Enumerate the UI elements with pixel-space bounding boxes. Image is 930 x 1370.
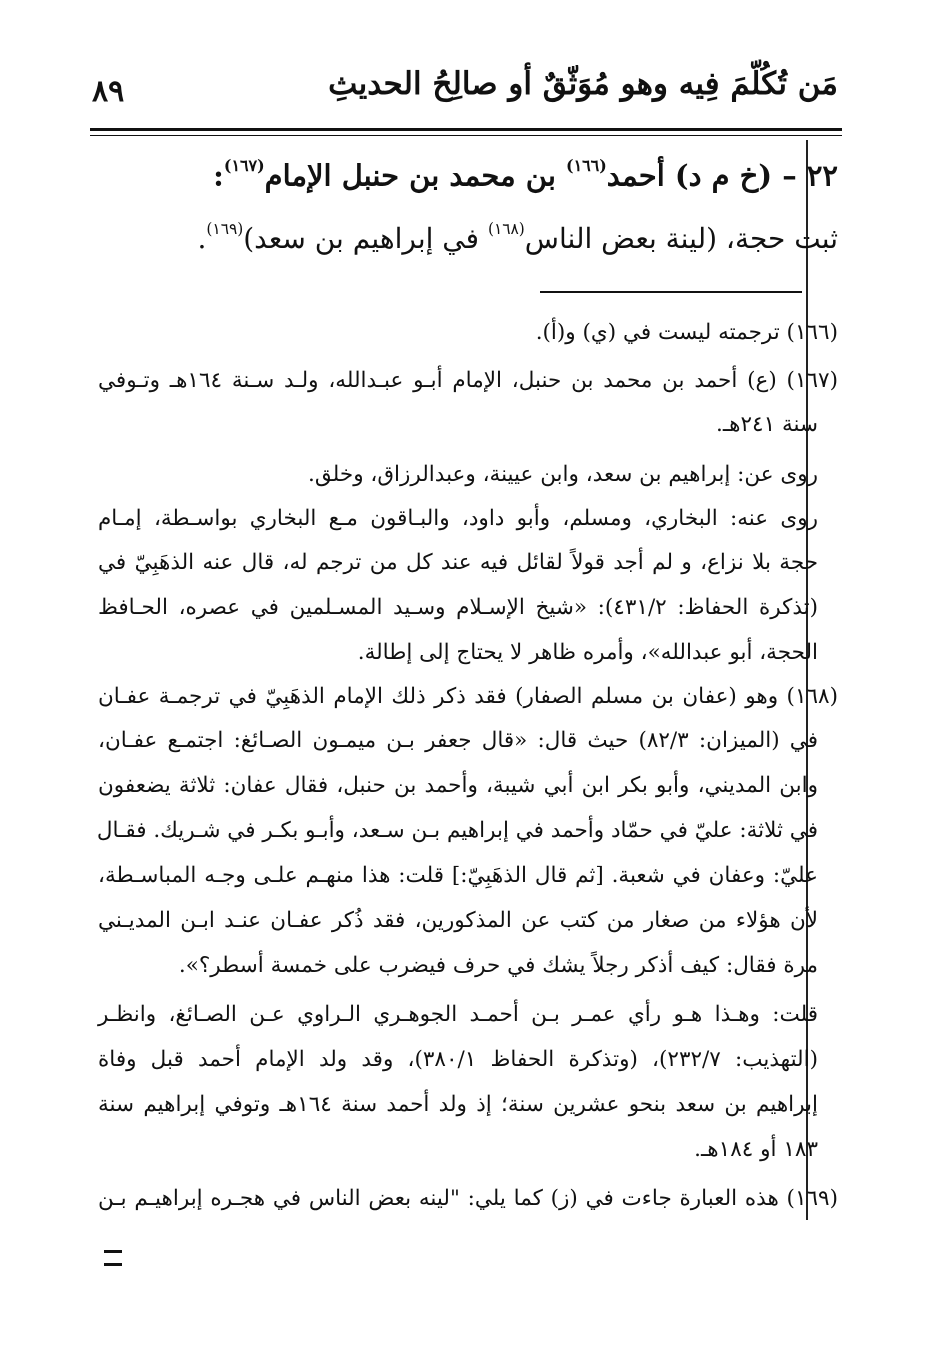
running-header-title: مَن تُكُلّمَ فِيه وهو مُوَثّقٌ أو صالِحُ الحديثِ	[328, 66, 838, 102]
footnote-separator	[540, 291, 802, 293]
footnote-168-line: قلت: وهـذا هـو رأي عمـر بـن أحمـد الجوهـري الـراوي عـن الصـائغ، وانظـر	[98, 1002, 818, 1027]
footnote-168-line: ١٨٣ أو ١٨٤هـ.	[694, 1137, 818, 1162]
entry-heading	[213, 156, 838, 192]
footnote-167-line: حجة بلا نزاع، و لم أجد قولاً لقائل فيه عند كل من ترجم له، قال عنه الذهَبِيّ في	[98, 550, 818, 575]
footnote-167-line: روى عن: إبراهيم بن سعد، وابن عيينة، وعبدالرزاق، وخلق.	[308, 462, 818, 487]
footnote-167-line: الحجة، أبو عبدالله»، وأمره ظاهر لا يحتاج إلى إطالة.	[357, 640, 818, 665]
entry-name-1: أحمد	[606, 158, 665, 193]
footnote-ref-169[interactable]: (١٦٩)	[206, 220, 244, 238]
footnote-168-line: (١٦٨) وهو (عفان بن مسلم الصفار) فقد ذكر ذلك الإمام الذهَبِيّ في ترجمـة عفـان	[98, 684, 838, 709]
entry-body-1: ثبت حجة، (لينة بعض الناس	[524, 221, 838, 255]
entry-period: .	[197, 221, 207, 255]
header-rule-thin	[90, 135, 842, 136]
entry-name-2: بن محمد بن حنبل الإمام	[264, 158, 556, 193]
entry-body	[198, 220, 839, 255]
entry-colon: :	[213, 158, 224, 193]
footnote-166: (١٦٦) ترجمته ليست في (ي) و(أ).	[535, 320, 838, 345]
footnote-167-line: روى عنه: البخاري، ومسلم، وأبو داود، والبـاقون مـع البخاري بواسـطة، إمـام	[98, 506, 818, 531]
entry-number: ٢٢	[806, 158, 838, 193]
footnote-168-line: لأن هؤلاء من صغار من كتب عن المذكورين، فقد ذُكر عفـان عنـد ابـن المديـني	[98, 908, 818, 933]
footnote-167-line: سنة ٢٤١هـ.	[715, 412, 818, 437]
footnote-168-line: إبراهيم بن سعد بنحو عشرين سنة؛ إذ ولد أحمد سنة ١٦٤هـ وتوفي إبراهيم سنة	[98, 1092, 818, 1117]
footnote-167-line: (١٦٧) (ع) أحمد بن محمد بن حنبل، الإمام أبـو عبـدالله، ولـد سـنة ١٦٤هـ وتـوفي	[98, 368, 838, 393]
footnote-ref-167[interactable]: (١٦٧)	[223, 156, 265, 175]
footnote-168-line: عليّ: وعفان في شعبة. [ثم قال الذهَبِيّ:] قلت: هذا منهـم علـى وجـه المباسـطة،	[98, 863, 818, 888]
entry-codes: (خ م د)	[674, 158, 773, 193]
footnote-ref-168[interactable]: (١٦٨)	[487, 220, 525, 238]
footnote-ref-166[interactable]: (١٦٦)	[566, 156, 607, 175]
footnote-168-line: في (الميزان: ٨٢/٣) حيث قال: «قال جعفر بـن ميمـون الصـائغ: اجتمـع عفـان،	[98, 728, 818, 753]
footnote-168-line: مرة فقال: كيف أذكر رجلاً يشك في حرف فيضرب على خمسة أسطر؟».	[178, 953, 818, 978]
footnote-168-line: وابن المديني، وأبو بكر ابن أبي شيبة، وأحمد بن حنبل، فقال عفان: ثلاثة يضعفون	[98, 773, 818, 798]
footnote-168-line: في ثلاثة: عليّ في حمّاد وأحمد في إبراهيم بـن سـعد، وأبـو بكـر في شـريك. فقـال	[96, 818, 818, 843]
footnote-167-line: (تذكرة الحفاظ: ٤٣١/٢): «شيخ الإسـلام وسـيد المسـلمين في عصره، الحـافظ	[98, 595, 818, 620]
footnote-169: (١٦٩) هذه العبارة جاءت في (ز) كما يلي: "لينه بعض الناس في هجـره إبراهيـم بـن	[98, 1186, 838, 1211]
header-rule	[90, 128, 842, 131]
entry-body-2: في إبراهيم بن سعد)	[243, 221, 480, 255]
entry-dash: –	[772, 158, 797, 193]
continuation-mark	[104, 1250, 122, 1266]
page-number: ٨٩	[92, 74, 125, 109]
footnote-168-line: (التهذيب: ٢٣٢/٧)، (وتذكرة الحفاظ ٣٨٠/١)، وقد ولد الإمام أحمد قبل وفاة	[98, 1047, 818, 1072]
